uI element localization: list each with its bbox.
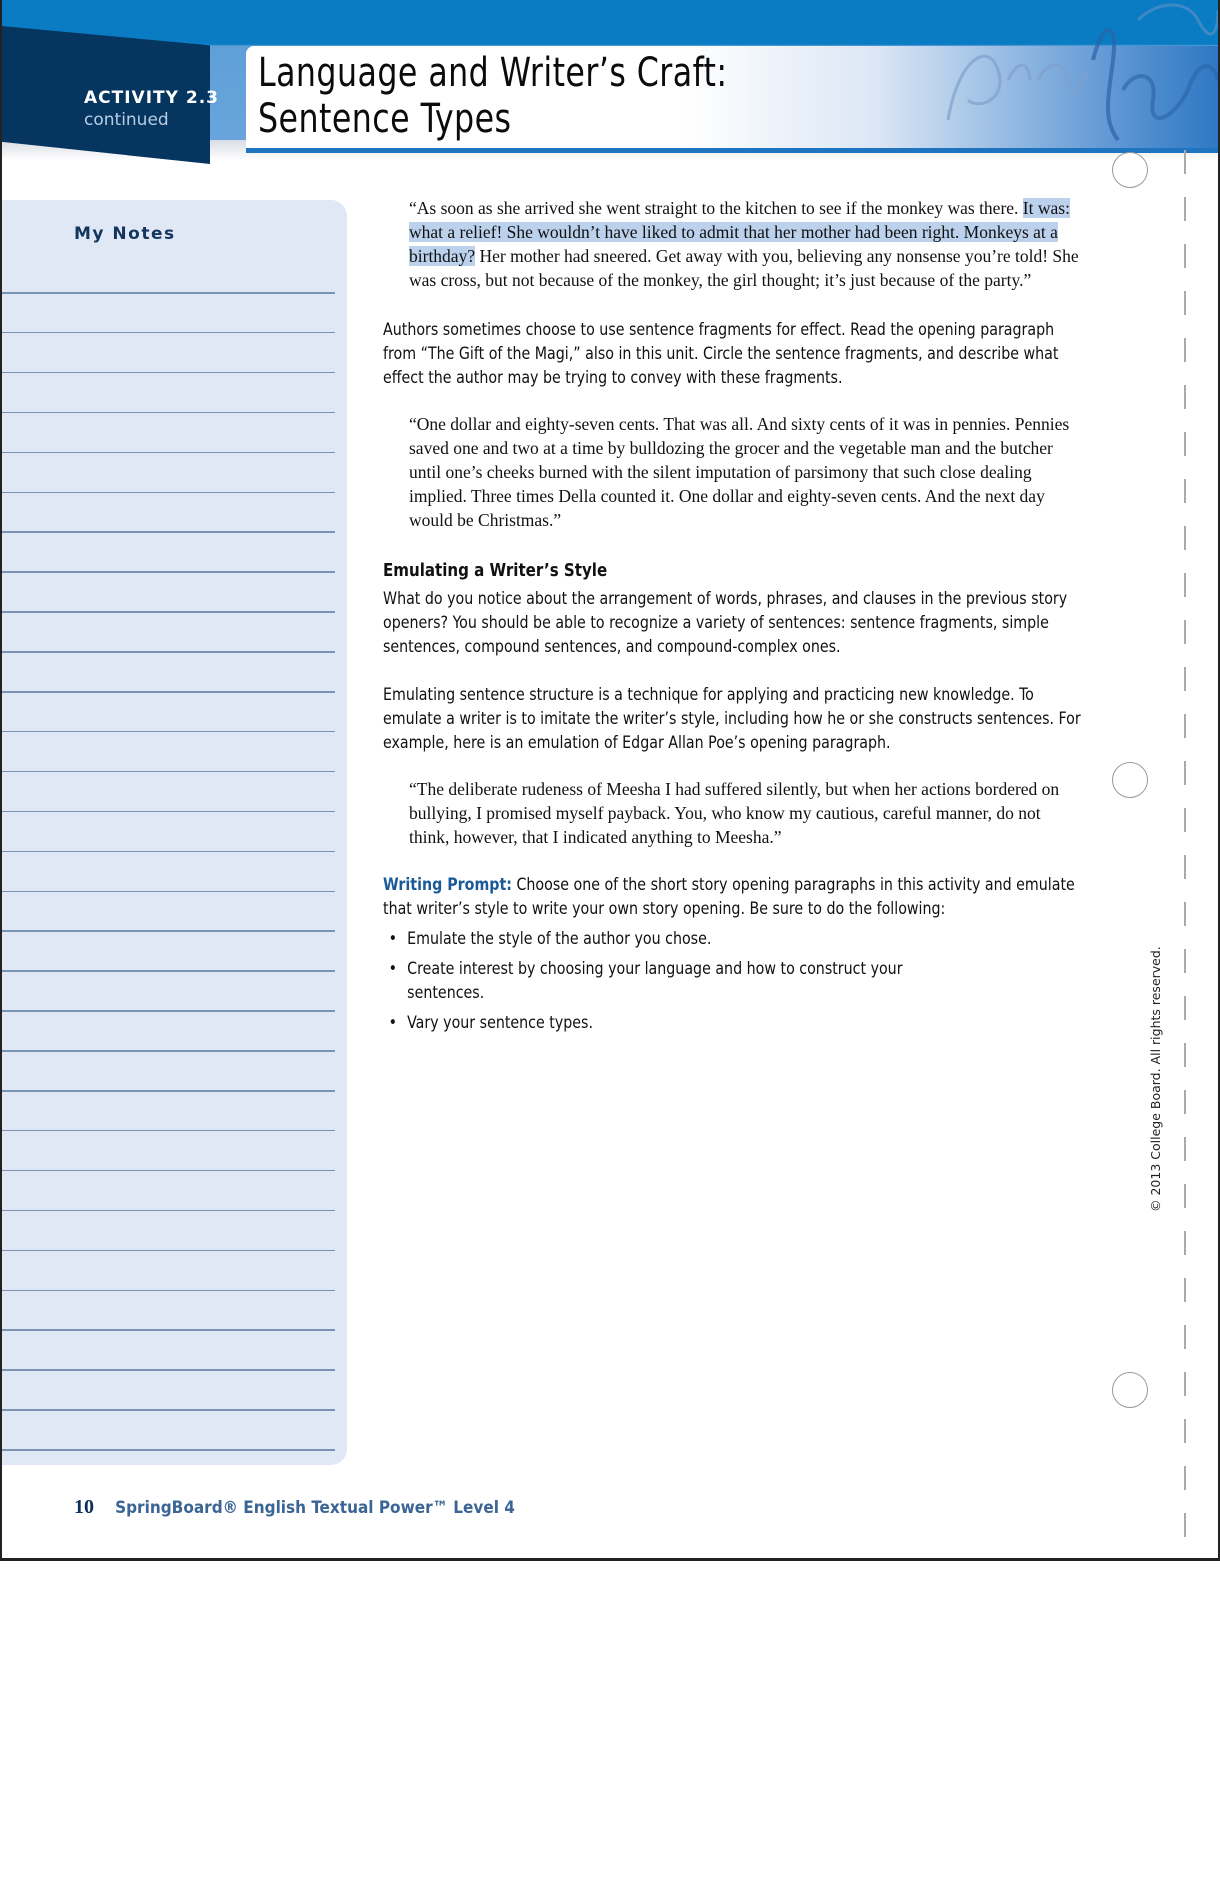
bullet-icon: • — [388, 929, 397, 949]
note-line — [2, 851, 335, 853]
list-item-text: Vary your sentence types. — [407, 1013, 593, 1033]
note-line — [2, 891, 335, 893]
list-item-text: Create interest by choosing your language and how to construct your sentences. — [407, 959, 903, 1003]
page-footer — [74, 1496, 515, 1519]
quote-monkey — [409, 196, 1083, 292]
page-number: 10 — [74, 1496, 94, 1518]
note-line — [2, 1090, 335, 1092]
list-item — [383, 957, 928, 1005]
note-line — [2, 1449, 335, 1451]
quote-emulation-example: “The deliberate rudeness of Meesha I had suffered silently, but when her actions bordered on bullying, I promised myself payback. You, who know my cautious, careful manner, do not think, however, that I indicated anything to Meesha.” — [409, 779, 1060, 847]
prompt-bullet-list — [383, 927, 1083, 1035]
list-item — [383, 927, 928, 951]
note-line — [2, 1369, 335, 1371]
writing-prompt-label: Writing Prompt: — [383, 875, 512, 895]
note-line — [2, 970, 335, 972]
paragraph-emulation: Emulating sentence structure is a technique for applying and practicing new knowledge. To emulate a writer is to imitate the writer’s style, including how he or she constructs sentences. For example, here is an emulation of Edgar Allan Poe’s opening paragraph. — [383, 685, 1081, 753]
note-line — [2, 452, 335, 454]
note-line — [2, 571, 335, 573]
note-line — [2, 1010, 335, 1012]
note-line — [2, 292, 335, 294]
note-line — [2, 531, 335, 533]
book-title: SpringBoard® English Textual Power™ Level 4 — [115, 1498, 515, 1518]
highlighted-text[interactable]: It was: what a relief! She wouldn’t have liked to admit that her mother had been right. Monkeys at a birthday? — [409, 198, 1070, 266]
note-line — [2, 651, 335, 653]
paragraph-arrangement: What do you notice about the arrangement of words, phrases, and clauses in the previous story openers? You should be able to recognize a variety of sentences: sentence fragments, simple sentences, compound sentences, and compound-complex ones. — [383, 589, 1068, 657]
punch-hole-icon — [1112, 152, 1148, 188]
note-line — [2, 1050, 335, 1052]
note-line — [2, 611, 335, 613]
writing-prompt — [383, 873, 1082, 921]
paragraph-fragments: Authors sometimes choose to use sentence fragments for effect. Read the opening paragraph from “The Gift of the Magi,” also in this unit. Circle the sentence fragments, and describe what effect the author may be trying to convey with these fragments. — [383, 320, 1059, 388]
note-line — [2, 1290, 335, 1292]
note-line — [2, 372, 335, 374]
bullet-icon: • — [388, 959, 397, 979]
note-line — [2, 1210, 335, 1212]
perforation-line — [1184, 150, 1186, 1550]
note-line — [2, 1130, 335, 1132]
note-line — [2, 771, 335, 773]
list-item-text: Emulate the style of the author you chose. — [407, 929, 712, 949]
note-line — [2, 332, 335, 334]
section-heading: Emulating a Writer’s Style — [383, 560, 608, 581]
writing-prompt-text: Choose one of the short story opening paragraphs in this activity and emulate that writer’s style to write your own story opening. Be sure to do the following: — [383, 875, 1075, 919]
quote-text: Her mother had sneered. Get away with you, believing any nonsense you’re told! She was cross, but not because of the monkey, the girl thought; it’s just because of the party.” — [409, 246, 1079, 290]
punch-hole-icon — [1112, 1372, 1148, 1408]
note-line — [2, 811, 335, 813]
note-line — [2, 412, 335, 414]
list-item — [383, 1011, 928, 1035]
note-line — [2, 731, 335, 733]
copyright-notice: © 2013 College Board. All rights reserved. — [1148, 946, 1163, 1212]
note-line — [2, 691, 335, 693]
note-line — [2, 492, 335, 494]
bullet-icon: • — [388, 1013, 397, 1033]
note-line — [2, 1250, 335, 1252]
title-box — [246, 46, 1218, 153]
activity-label: ACTIVITY 2.3 — [84, 88, 219, 108]
my-notes-title: My Notes — [74, 224, 176, 244]
page-title-line-2: Sentence Types — [258, 96, 512, 142]
note-line — [2, 1170, 335, 1172]
page-title-line-1: Language and Writer’s Craft: — [258, 50, 728, 96]
activity-status: continued — [84, 110, 169, 130]
main-content — [383, 196, 1083, 1041]
note-line — [2, 1329, 335, 1331]
quote-gift-of-the-magi: “One dollar and eighty-seven cents. That was all. And sixty cents of it was in pennies. Pennies saved one and two at a time by bulldozing the grocer and the vegetable man and the butcher until one’s cheeks burned with the silent imputation of parsimony that such close dealing implied. Three times Della counted it. One dollar and eighty-seven cents. And the next day would be Christmas.” — [409, 414, 1070, 530]
note-line — [2, 930, 335, 932]
punch-hole-icon — [1112, 762, 1148, 798]
note-line — [2, 1409, 335, 1411]
my-notes-panel[interactable] — [2, 200, 347, 1465]
quote-text: “As soon as she arrived she went straight to the kitchen to see if the monkey was there. — [409, 198, 1023, 218]
